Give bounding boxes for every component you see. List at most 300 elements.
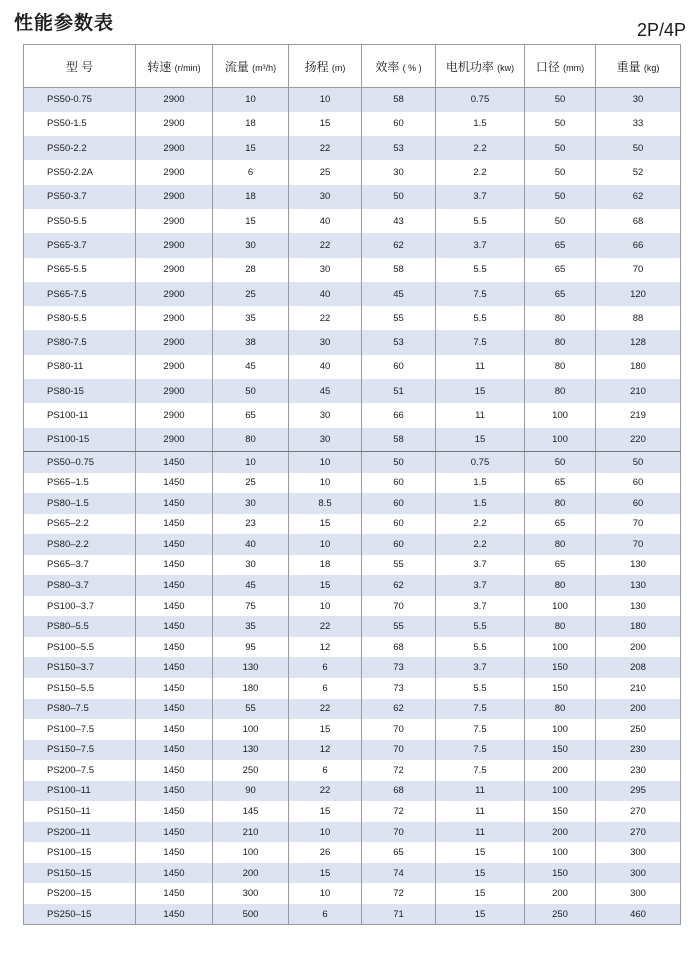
cell-efficiency: 62 bbox=[362, 575, 436, 596]
cell-diameter: 250 bbox=[525, 904, 596, 925]
cell-speed: 1450 bbox=[136, 863, 213, 884]
cell-speed: 2900 bbox=[136, 379, 213, 403]
cell-motor-power: 0.75 bbox=[436, 88, 525, 112]
cell-model: PS80–7.5 bbox=[24, 699, 136, 720]
header-unit: (kw) bbox=[497, 62, 515, 73]
cell-flow: 25 bbox=[213, 282, 289, 306]
cell-efficiency: 62 bbox=[362, 233, 436, 257]
header-row bbox=[24, 45, 681, 88]
cell-weight: 230 bbox=[596, 760, 681, 781]
table-row bbox=[24, 904, 681, 925]
cell-model: PS50-2.2A bbox=[24, 160, 136, 184]
cell-weight: 66 bbox=[596, 233, 681, 257]
cell-weight: 460 bbox=[596, 904, 681, 925]
cell-weight: 200 bbox=[596, 637, 681, 658]
cell-weight: 180 bbox=[596, 355, 681, 379]
cell-speed: 1450 bbox=[136, 883, 213, 904]
cell-head: 30 bbox=[289, 185, 362, 209]
cell-flow: 18 bbox=[213, 185, 289, 209]
table-row bbox=[24, 403, 681, 427]
cell-diameter: 100 bbox=[525, 403, 596, 427]
cell-weight: 128 bbox=[596, 330, 681, 354]
cell-motor-power: 3.7 bbox=[436, 596, 525, 617]
cell-efficiency: 70 bbox=[362, 719, 436, 740]
cell-motor-power: 15 bbox=[436, 863, 525, 884]
cell-diameter: 150 bbox=[525, 657, 596, 678]
cell-weight: 300 bbox=[596, 883, 681, 904]
page-title: 性能参数表 bbox=[14, 13, 115, 34]
cell-speed: 2900 bbox=[136, 185, 213, 209]
header-label: 重量 bbox=[616, 59, 641, 74]
cell-diameter: 50 bbox=[525, 209, 596, 233]
cell-motor-power: 3.7 bbox=[436, 185, 525, 209]
table-row bbox=[24, 534, 681, 555]
cell-weight: 130 bbox=[596, 596, 681, 617]
cell-model: PS65–3.7 bbox=[24, 555, 136, 576]
cell-speed: 2900 bbox=[136, 306, 213, 330]
cell-flow: 35 bbox=[213, 306, 289, 330]
cell-diameter: 65 bbox=[525, 473, 596, 494]
header-diameter bbox=[525, 45, 596, 88]
cell-diameter: 65 bbox=[525, 282, 596, 306]
cell-flow: 15 bbox=[213, 209, 289, 233]
cell-head: 10 bbox=[289, 452, 362, 473]
cell-speed: 1450 bbox=[136, 801, 213, 822]
cell-head: 25 bbox=[289, 160, 362, 184]
cell-efficiency: 43 bbox=[362, 209, 436, 233]
cell-speed: 1450 bbox=[136, 699, 213, 720]
cell-flow: 40 bbox=[213, 534, 289, 555]
table-row bbox=[24, 842, 681, 863]
cell-head: 6 bbox=[289, 760, 362, 781]
cell-weight: 208 bbox=[596, 657, 681, 678]
cell-model: PS80-11 bbox=[24, 355, 136, 379]
cell-flow: 210 bbox=[213, 822, 289, 843]
cell-motor-power: 1.5 bbox=[436, 112, 525, 136]
cell-speed: 2900 bbox=[136, 136, 213, 160]
cell-efficiency: 70 bbox=[362, 822, 436, 843]
table-row bbox=[24, 555, 681, 576]
cell-head: 12 bbox=[289, 740, 362, 761]
table-row bbox=[24, 616, 681, 637]
cell-motor-power: 7.5 bbox=[436, 740, 525, 761]
table-row bbox=[24, 760, 681, 781]
cell-weight: 50 bbox=[596, 136, 681, 160]
cell-flow: 55 bbox=[213, 699, 289, 720]
cell-model: PS50-3.7 bbox=[24, 185, 136, 209]
cell-model: PS50-1.5 bbox=[24, 112, 136, 136]
cell-model: PS50-0.75 bbox=[24, 88, 136, 112]
cell-speed: 2900 bbox=[136, 282, 213, 306]
cell-flow: 100 bbox=[213, 719, 289, 740]
cell-efficiency: 45 bbox=[362, 282, 436, 306]
cell-head: 10 bbox=[289, 822, 362, 843]
cell-head: 15 bbox=[289, 112, 362, 136]
cell-efficiency: 62 bbox=[362, 699, 436, 720]
cell-efficiency: 58 bbox=[362, 428, 436, 452]
cell-speed: 1450 bbox=[136, 678, 213, 699]
table-row bbox=[24, 493, 681, 514]
cell-flow: 200 bbox=[213, 863, 289, 884]
cell-head: 26 bbox=[289, 842, 362, 863]
cell-flow: 95 bbox=[213, 637, 289, 658]
cell-speed: 1450 bbox=[136, 822, 213, 843]
cell-model: PS100–11 bbox=[24, 781, 136, 802]
table-row bbox=[24, 88, 681, 112]
cell-model: PS65-7.5 bbox=[24, 282, 136, 306]
cell-model: PS150–11 bbox=[24, 801, 136, 822]
cell-flow: 500 bbox=[213, 904, 289, 925]
cell-speed: 1450 bbox=[136, 842, 213, 863]
cell-speed: 1450 bbox=[136, 452, 213, 473]
header-label: 口径 bbox=[535, 59, 560, 74]
cell-model: PS65-5.5 bbox=[24, 258, 136, 282]
cell-efficiency: 60 bbox=[362, 112, 436, 136]
cell-diameter: 150 bbox=[525, 740, 596, 761]
cell-weight: 180 bbox=[596, 616, 681, 637]
cell-model: PS80-7.5 bbox=[24, 330, 136, 354]
table-row bbox=[24, 258, 681, 282]
cell-model: PS200–7.5 bbox=[24, 760, 136, 781]
cell-motor-power: 5.5 bbox=[436, 209, 525, 233]
table-row bbox=[24, 160, 681, 184]
table-row bbox=[24, 233, 681, 257]
cell-efficiency: 73 bbox=[362, 657, 436, 678]
cell-flow: 145 bbox=[213, 801, 289, 822]
table-row bbox=[24, 801, 681, 822]
cell-weight: 220 bbox=[596, 428, 681, 452]
cell-weight: 295 bbox=[596, 781, 681, 802]
header-speed bbox=[136, 45, 213, 88]
cell-head: 12 bbox=[289, 637, 362, 658]
cell-efficiency: 50 bbox=[362, 452, 436, 473]
cell-head: 45 bbox=[289, 379, 362, 403]
cell-motor-power: 3.7 bbox=[436, 555, 525, 576]
cell-motor-power: 7.5 bbox=[436, 760, 525, 781]
cell-motor-power: 5.5 bbox=[436, 678, 525, 699]
cell-weight: 200 bbox=[596, 699, 681, 720]
table-row bbox=[24, 112, 681, 136]
cell-flow: 30 bbox=[213, 493, 289, 514]
cell-head: 30 bbox=[289, 428, 362, 452]
cell-motor-power: 15 bbox=[436, 904, 525, 925]
cell-flow: 45 bbox=[213, 355, 289, 379]
cell-head: 40 bbox=[289, 355, 362, 379]
cell-efficiency: 72 bbox=[362, 760, 436, 781]
cell-efficiency: 70 bbox=[362, 596, 436, 617]
cell-weight: 68 bbox=[596, 209, 681, 233]
cell-diameter: 80 bbox=[525, 616, 596, 637]
cell-diameter: 80 bbox=[525, 534, 596, 555]
cell-efficiency: 55 bbox=[362, 616, 436, 637]
cell-weight: 30 bbox=[596, 88, 681, 112]
header-model bbox=[24, 45, 136, 88]
cell-weight: 70 bbox=[596, 258, 681, 282]
cell-efficiency: 70 bbox=[362, 740, 436, 761]
cell-diameter: 150 bbox=[525, 863, 596, 884]
cell-speed: 1450 bbox=[136, 514, 213, 535]
cell-efficiency: 74 bbox=[362, 863, 436, 884]
cell-flow: 38 bbox=[213, 330, 289, 354]
cell-speed: 1450 bbox=[136, 473, 213, 494]
table-row bbox=[24, 355, 681, 379]
header-label: 效率 bbox=[375, 59, 400, 74]
cell-flow: 130 bbox=[213, 740, 289, 761]
table-row bbox=[24, 596, 681, 617]
cell-model: PS80–3.7 bbox=[24, 575, 136, 596]
cell-diameter: 80 bbox=[525, 699, 596, 720]
cell-diameter: 100 bbox=[525, 637, 596, 658]
header-flow bbox=[213, 45, 289, 88]
cell-speed: 2900 bbox=[136, 88, 213, 112]
cell-head: 10 bbox=[289, 534, 362, 555]
cell-flow: 15 bbox=[213, 136, 289, 160]
cell-weight: 210 bbox=[596, 678, 681, 699]
cell-speed: 1450 bbox=[136, 781, 213, 802]
cell-model: PS150–7.5 bbox=[24, 740, 136, 761]
header-unit: (mm) bbox=[563, 62, 585, 73]
cell-efficiency: 72 bbox=[362, 801, 436, 822]
table-group-4p bbox=[24, 452, 681, 925]
cell-head: 40 bbox=[289, 282, 362, 306]
table-group-2p bbox=[24, 88, 681, 452]
cell-flow: 23 bbox=[213, 514, 289, 535]
cell-head: 22 bbox=[289, 781, 362, 802]
cell-weight: 88 bbox=[596, 306, 681, 330]
pole-tag: 2P/4P bbox=[636, 20, 686, 40]
cell-diameter: 100 bbox=[525, 719, 596, 740]
cell-head: 15 bbox=[289, 575, 362, 596]
cell-flow: 35 bbox=[213, 616, 289, 637]
cell-model: PS65–1.5 bbox=[24, 473, 136, 494]
cell-motor-power: 0.75 bbox=[436, 452, 525, 473]
cell-head: 30 bbox=[289, 403, 362, 427]
cell-diameter: 200 bbox=[525, 760, 596, 781]
cell-speed: 1450 bbox=[136, 637, 213, 658]
cell-head: 22 bbox=[289, 616, 362, 637]
cell-weight: 130 bbox=[596, 575, 681, 596]
cell-efficiency: 58 bbox=[362, 88, 436, 112]
cell-head: 6 bbox=[289, 657, 362, 678]
cell-motor-power: 5.5 bbox=[436, 616, 525, 637]
cell-weight: 219 bbox=[596, 403, 681, 427]
cell-flow: 28 bbox=[213, 258, 289, 282]
cell-flow: 10 bbox=[213, 452, 289, 473]
cell-head: 15 bbox=[289, 719, 362, 740]
table-row bbox=[24, 473, 681, 494]
cell-model: PS100-15 bbox=[24, 428, 136, 452]
cell-motor-power: 11 bbox=[436, 801, 525, 822]
table-row bbox=[24, 185, 681, 209]
cell-efficiency: 58 bbox=[362, 258, 436, 282]
cell-diameter: 50 bbox=[525, 88, 596, 112]
cell-head: 10 bbox=[289, 473, 362, 494]
cell-speed: 1450 bbox=[136, 904, 213, 925]
cell-flow: 80 bbox=[213, 428, 289, 452]
cell-motor-power: 11 bbox=[436, 781, 525, 802]
cell-weight: 70 bbox=[596, 534, 681, 555]
header-motor-power bbox=[436, 45, 525, 88]
cell-efficiency: 60 bbox=[362, 514, 436, 535]
cell-head: 40 bbox=[289, 209, 362, 233]
cell-diameter: 50 bbox=[525, 452, 596, 473]
cell-motor-power: 3.7 bbox=[436, 657, 525, 678]
cell-head: 22 bbox=[289, 136, 362, 160]
cell-weight: 300 bbox=[596, 842, 681, 863]
cell-speed: 2900 bbox=[136, 428, 213, 452]
cell-model: PS200–11 bbox=[24, 822, 136, 843]
cell-model: PS65–2.2 bbox=[24, 514, 136, 535]
cell-speed: 2900 bbox=[136, 403, 213, 427]
header-label: 扬程 bbox=[304, 59, 329, 74]
cell-motor-power: 5.5 bbox=[436, 306, 525, 330]
cell-model: PS150–15 bbox=[24, 863, 136, 884]
cell-efficiency: 51 bbox=[362, 379, 436, 403]
cell-model: PS80–2.2 bbox=[24, 534, 136, 555]
cell-efficiency: 55 bbox=[362, 555, 436, 576]
cell-weight: 50 bbox=[596, 452, 681, 473]
cell-efficiency: 72 bbox=[362, 883, 436, 904]
cell-motor-power: 15 bbox=[436, 842, 525, 863]
cell-speed: 1450 bbox=[136, 760, 213, 781]
cell-flow: 18 bbox=[213, 112, 289, 136]
cell-motor-power: 2.2 bbox=[436, 534, 525, 555]
header-label: 电机功率 bbox=[445, 59, 494, 74]
cell-diameter: 80 bbox=[525, 330, 596, 354]
cell-efficiency: 71 bbox=[362, 904, 436, 925]
cell-diameter: 50 bbox=[525, 112, 596, 136]
cell-head: 15 bbox=[289, 801, 362, 822]
cell-flow: 25 bbox=[213, 473, 289, 494]
cell-motor-power: 1.5 bbox=[436, 493, 525, 514]
table-row bbox=[24, 282, 681, 306]
cell-speed: 2900 bbox=[136, 209, 213, 233]
cell-efficiency: 60 bbox=[362, 355, 436, 379]
cell-motor-power: 15 bbox=[436, 428, 525, 452]
table-row bbox=[24, 136, 681, 160]
cell-speed: 1450 bbox=[136, 555, 213, 576]
cell-motor-power: 3.7 bbox=[436, 233, 525, 257]
cell-motor-power: 7.5 bbox=[436, 699, 525, 720]
cell-diameter: 80 bbox=[525, 379, 596, 403]
table-row bbox=[24, 452, 681, 473]
header-label: 转速 bbox=[147, 59, 172, 74]
cell-head: 18 bbox=[289, 555, 362, 576]
cell-weight: 210 bbox=[596, 379, 681, 403]
cell-diameter: 65 bbox=[525, 233, 596, 257]
cell-weight: 130 bbox=[596, 555, 681, 576]
cell-diameter: 80 bbox=[525, 493, 596, 514]
cell-diameter: 200 bbox=[525, 883, 596, 904]
cell-motor-power: 7.5 bbox=[436, 330, 525, 354]
header-label: 型 号 bbox=[65, 59, 94, 74]
cell-speed: 1450 bbox=[136, 719, 213, 740]
cell-motor-power: 5.5 bbox=[436, 637, 525, 658]
cell-flow: 250 bbox=[213, 760, 289, 781]
header-unit: (kg) bbox=[643, 62, 660, 73]
cell-model: PS200–15 bbox=[24, 883, 136, 904]
cell-head: 22 bbox=[289, 306, 362, 330]
cell-motor-power: 5.5 bbox=[436, 258, 525, 282]
cell-head: 6 bbox=[289, 678, 362, 699]
cell-head: 8.5 bbox=[289, 493, 362, 514]
table-row bbox=[24, 514, 681, 535]
cell-head: 10 bbox=[289, 883, 362, 904]
cell-efficiency: 66 bbox=[362, 403, 436, 427]
cell-speed: 1450 bbox=[136, 657, 213, 678]
cell-diameter: 50 bbox=[525, 136, 596, 160]
table-row bbox=[24, 637, 681, 658]
cell-flow: 10 bbox=[213, 88, 289, 112]
cell-weight: 62 bbox=[596, 185, 681, 209]
cell-model: PS80–1.5 bbox=[24, 493, 136, 514]
table-row bbox=[24, 678, 681, 699]
header-unit: ( % ) bbox=[402, 62, 422, 73]
cell-head: 10 bbox=[289, 88, 362, 112]
cell-model: PS100–5.5 bbox=[24, 637, 136, 658]
cell-head: 10 bbox=[289, 596, 362, 617]
cell-speed: 2900 bbox=[136, 160, 213, 184]
cell-model: PS50-2.2 bbox=[24, 136, 136, 160]
table-row bbox=[24, 883, 681, 904]
cell-diameter: 100 bbox=[525, 428, 596, 452]
cell-weight: 230 bbox=[596, 740, 681, 761]
cell-motor-power: 11 bbox=[436, 822, 525, 843]
cell-efficiency: 65 bbox=[362, 842, 436, 863]
cell-motor-power: 7.5 bbox=[436, 282, 525, 306]
table-row bbox=[24, 306, 681, 330]
cell-motor-power: 15 bbox=[436, 883, 525, 904]
table-row bbox=[24, 575, 681, 596]
cell-flow: 180 bbox=[213, 678, 289, 699]
cell-speed: 2900 bbox=[136, 233, 213, 257]
table-row bbox=[24, 863, 681, 884]
cell-diameter: 50 bbox=[525, 160, 596, 184]
cell-diameter: 100 bbox=[525, 781, 596, 802]
cell-flow: 300 bbox=[213, 883, 289, 904]
cell-diameter: 80 bbox=[525, 306, 596, 330]
cell-weight: 60 bbox=[596, 473, 681, 494]
cell-motor-power: 11 bbox=[436, 403, 525, 427]
cell-model: PS150–5.5 bbox=[24, 678, 136, 699]
cell-flow: 75 bbox=[213, 596, 289, 617]
cell-head: 30 bbox=[289, 258, 362, 282]
cell-model: PS80–5.5 bbox=[24, 616, 136, 637]
cell-flow: 30 bbox=[213, 233, 289, 257]
cell-efficiency: 53 bbox=[362, 136, 436, 160]
cell-head: 15 bbox=[289, 863, 362, 884]
cell-motor-power: 3.7 bbox=[436, 575, 525, 596]
cell-efficiency: 68 bbox=[362, 637, 436, 658]
cell-model: PS100–3.7 bbox=[24, 596, 136, 617]
table-row bbox=[24, 330, 681, 354]
cell-weight: 120 bbox=[596, 282, 681, 306]
header-head bbox=[289, 45, 362, 88]
cell-flow: 90 bbox=[213, 781, 289, 802]
cell-diameter: 100 bbox=[525, 596, 596, 617]
header-unit: (m³/h) bbox=[252, 62, 277, 73]
cell-efficiency: 68 bbox=[362, 781, 436, 802]
cell-flow: 6 bbox=[213, 160, 289, 184]
cell-speed: 2900 bbox=[136, 112, 213, 136]
cell-speed: 1450 bbox=[136, 575, 213, 596]
cell-motor-power: 11 bbox=[436, 355, 525, 379]
performance-table bbox=[23, 44, 681, 925]
cell-weight: 52 bbox=[596, 160, 681, 184]
header-weight bbox=[596, 45, 681, 88]
cell-weight: 300 bbox=[596, 863, 681, 884]
table-row bbox=[24, 379, 681, 403]
